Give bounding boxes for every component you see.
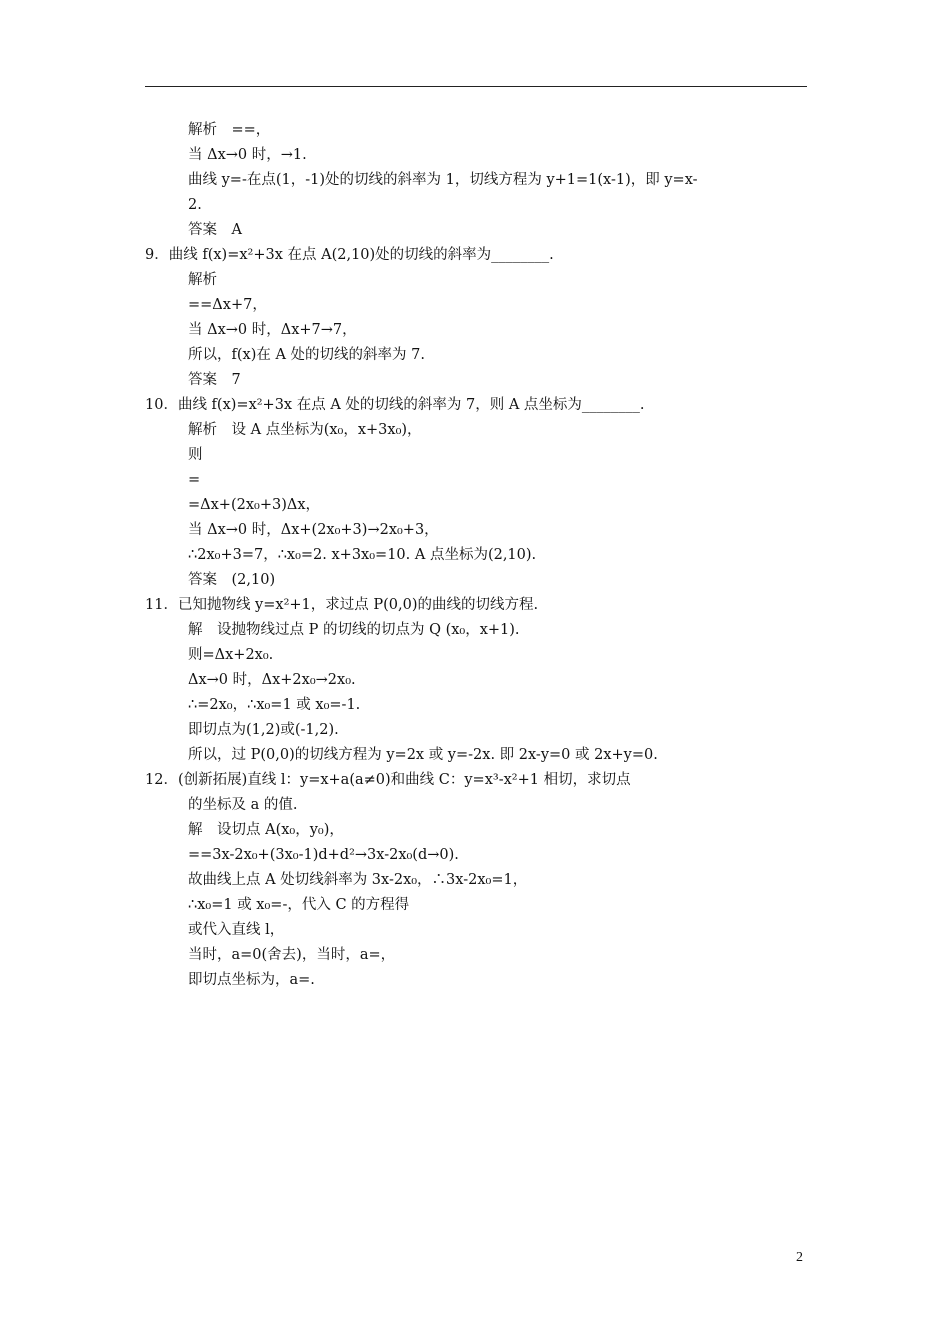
text-line: 曲线 y=-在点(1，-1)处的切线的斜率为 1，切线方程为 y+1=1(x-1)，即 y=x-	[188, 172, 698, 188]
text-line: 则=Δx+2x₀.	[188, 647, 274, 663]
text-line: ∴x₀=1 或 x₀=-，代入 C 的方程得	[188, 897, 410, 913]
question-10: 10．曲线 f(x)=x²+3x 在点 A 处的切线的斜率为 7，则 A 点坐标为________.	[145, 397, 645, 413]
text-line: 即切点坐标为，a=.	[188, 972, 315, 988]
text-line: 解 设切点 A(x₀，y₀)，	[188, 822, 344, 838]
header-rule	[145, 86, 807, 87]
text-line: Δx→0 时，Δx+2x₀→2x₀.	[188, 672, 356, 688]
text-line: 故曲线上点 A 处切线斜率为 3x-2x₀，∴3x-2x₀=1，	[188, 872, 528, 888]
text-line: 的坐标及 a 的值.	[188, 797, 298, 813]
text-line: ==Δx+7，	[188, 297, 267, 313]
text-line: 解析	[188, 272, 217, 288]
text-line: 解 设抛物线过点 P 的切线的切点为 Q (x₀，x+1).	[188, 622, 520, 638]
text-line: 当 Δx→0 时，→1.	[188, 147, 307, 163]
text-line: ∴2x₀+3=7，∴x₀=2. x+3x₀=10. A 点坐标为(2,10).	[188, 547, 537, 563]
text-line: 答案 A	[188, 222, 242, 238]
question-12: 12．(创新拓展)直线 l：y=x+a(a≠0)和曲线 C：y=x³-x²+1 相切，求切点	[145, 772, 631, 788]
text-line: 解析 ==，	[188, 122, 271, 138]
text-line: 即切点为(1,2)或(-1,2).	[188, 722, 339, 738]
text-line: ∴=2x₀，∴x₀=1 或 x₀=-1.	[188, 697, 361, 713]
question-9: 9．曲线 f(x)=x²+3x 在点 A(2,10)处的切线的斜率为________.	[145, 247, 554, 263]
text-line: 解析 设 A 点坐标为(x₀，x+3x₀)，	[188, 422, 422, 438]
text-line: 当 Δx→0 时，Δx+7→7，	[188, 322, 357, 338]
text-line: 答案 7	[188, 372, 241, 388]
text-line: 当时，a=0(舍去)，当时，a=，	[188, 947, 396, 963]
text-line: 当 Δx→0 时，Δx+(2x₀+3)→2x₀+3，	[188, 522, 439, 538]
text-line: 所以，f(x)在 A 处的切线的斜率为 7.	[188, 347, 425, 363]
text-line: 2.	[188, 197, 202, 213]
text-line: 或代入直线 l，	[188, 922, 285, 938]
text-line: 答案 (2,10)	[188, 572, 276, 588]
text-line: =Δx+(2x₀+3)Δx，	[188, 497, 321, 513]
text-line: =	[188, 472, 201, 488]
text-line: ==3x-2x₀+(3x₀-1)d+d²→3x-2x₀(d→0).	[188, 847, 459, 863]
text-line: 则	[188, 447, 203, 463]
page-number: 2	[796, 1250, 803, 1265]
question-11: 11．已知抛物线 y=x²+1，求过点 P(0,0)的曲线的切线方程.	[145, 597, 539, 613]
text-line: 所以，过 P(0,0)的切线方程为 y=2x 或 y=-2x. 即 2x-y=0 或 2x+y=0.	[188, 747, 658, 763]
